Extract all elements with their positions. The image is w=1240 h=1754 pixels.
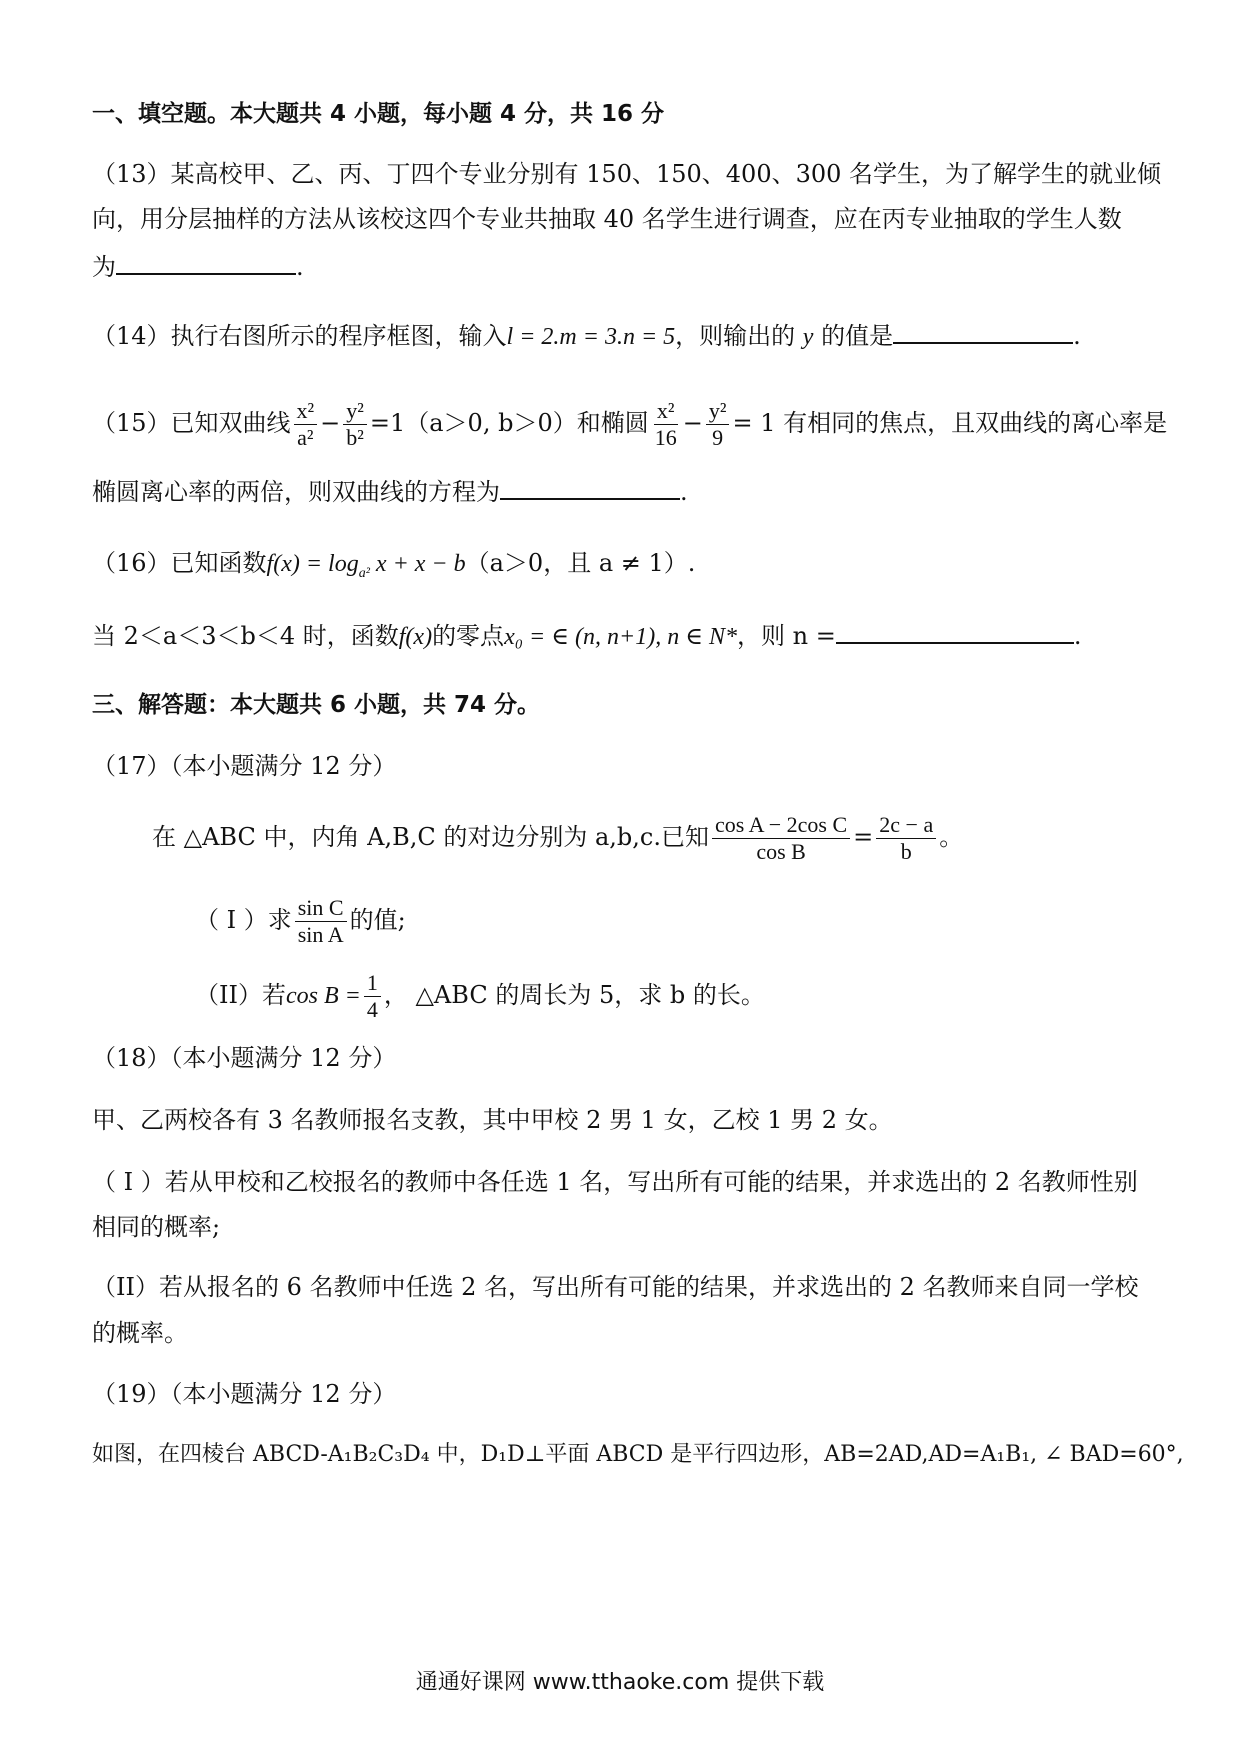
section-1-heading: 一、填空题。本大题共 4 小题，每小题 4 分，共 16 分 [92, 101, 665, 127]
q17-p1-pre: （ I ）求 [195, 906, 292, 934]
q13-line-3-text: 为 [92, 253, 116, 281]
q18-part-2b: 的概率。 [92, 1319, 188, 1347]
q17-title: （17）（本小题满分 12 分） [92, 752, 397, 780]
q16-l2-pre: 当 2＜a＜3＜b＜4 时，函数 [92, 622, 399, 650]
q15-pre: （15）已知双曲线 [92, 409, 291, 437]
q18-line-1: 甲、乙两校各有 3 名教师报名支教，其中甲校 2 男 1 女，乙校 1 男 2 女。 [92, 1106, 893, 1134]
q17-part-1 [195, 895, 1152, 948]
q17-p2-pre: （II）若 [195, 981, 286, 1009]
q14-answer-blank[interactable] [893, 316, 1073, 344]
q15-frac-2: $\frac{\text{y²}}{\text{b²}}$ [343, 398, 367, 451]
q18-part-1a: （ I ）若从甲校和乙校报名的教师中各任选 1 名，写出所有可能的结果，并求选出的 2 名教师性别 [92, 1168, 1138, 1196]
q15-frac-4: $\frac{\text{y²}}{9}$ [706, 398, 730, 451]
q17-p2-post: ， △ABC 的周长为 5，求 b 的长。 [383, 981, 765, 1009]
q16-answer-blank[interactable] [836, 616, 1074, 644]
q17-p1-post: 的值; [349, 906, 406, 934]
q16-l2-func: f(x) [398, 624, 433, 650]
q17-p1-frac: $\frac{\text{sin C}}{\text{sin A}}$ [295, 895, 347, 948]
q14-mid: ，则输出的 [675, 322, 796, 350]
q17-eq: = [853, 823, 874, 851]
q16-line-1 [92, 546, 1152, 591]
q16-cond: （a＞0，且 a ≠ 1）. [465, 549, 696, 577]
q18-title: （18）（本小题满分 12 分） [92, 1044, 397, 1072]
q17-part-2 [195, 970, 1152, 1023]
q13-answer-blank[interactable] [116, 247, 296, 275]
q15-line-1 [92, 398, 1168, 451]
section-3-heading: 三、解答题：本大题共 6 小题，共 74 分。 [92, 692, 541, 718]
q15-frac-3: $\frac{\text{x²}}{16}$ [654, 398, 677, 450]
q16-l2-post: ，则 n = [736, 622, 836, 650]
q17-p2-frac: $\frac{1}{4}$ [364, 970, 381, 1023]
q15-post: = 1 有相同的焦点，且双曲线的离心率是 [732, 409, 1168, 437]
q16-l2-zero: x₀ = ∈ (n, n+1), n ∈ N* [504, 624, 737, 650]
q16-rest: x + x − b [369, 551, 466, 577]
q13-line-2: 向，用分层抽样的方法从该校这四个专业共抽取 40 名学生进行调查，应在丙专业抽取的学生人数 [92, 205, 1122, 233]
q16-l2-mid: 的零点 [432, 622, 505, 650]
q13-line-3: 为 . [92, 247, 1152, 284]
q16-line-2: 当 2＜a＜3＜b＜4 时，函数f(x)的零点x₀ = ∈ (n, n+1), n ∈ N*，则 n = . [92, 616, 1152, 654]
q14-post: 的值是 [821, 322, 894, 350]
page-footer: 通通好课网 www.tthaoke.com 提供下载 [415, 1670, 825, 1695]
q18-part-1b: 相同的概率; [92, 1213, 221, 1241]
q18-part-2a: （II）若从报名的 6 名教师中任选 2 名，写出所有可能的结果，并求选出的 2 名教师来自同一学校 [92, 1273, 1139, 1301]
q14-input: l = 2.m = 3.n = 5 [506, 324, 676, 350]
q19-title: （19）（本小题满分 12 分） [92, 1380, 397, 1408]
q17-l1-pre: 在 △ABC 中，内角 A,B,C 的对边分别为 a,b,c.已知 [152, 823, 709, 851]
q15-minus-1: − [320, 409, 341, 437]
q14-pre: （14）执行右图所示的程序框图，输入 [92, 322, 507, 350]
q17-line-1 [152, 812, 1152, 865]
q14-line: （14）执行右图所示的程序框图，输入l = 2.m = 3.n = 5，则输出的 y 的值是 . [92, 316, 1152, 354]
q16-pre: （16）已知函数 [92, 549, 267, 577]
q13-line-1: （13）某高校甲、乙、丙、丁四个专业分别有 150、150、400、300 名学生，为了解学生的就业倾 [92, 160, 1162, 188]
q15-minus-2: − [682, 409, 703, 437]
q19-line-1: 如图，在四棱台 ABCD-A₁B₂C₃D₄ 中，D₁D⊥平面 ABCD 是平行四边形，AB=2AD,AD=A₁B₁, ∠ BAD=60°, [92, 1442, 1184, 1467]
q16-base: a² [358, 565, 370, 581]
q15-frac-1: $\frac{\text{x²}}{\text{a²}}$ [294, 398, 318, 451]
q15-answer-blank[interactable] [500, 472, 680, 500]
q17-frac-2: $\frac{2c - a}{b}$ [876, 812, 936, 865]
q15-cond: =1（a＞0, b＞0） [369, 409, 577, 437]
q17-l1-post: 。 [939, 823, 964, 851]
q16-func: f(x) = log [266, 551, 359, 577]
q15-line-2: 椭圆离心率的两倍，则双曲线的方程为 . [92, 472, 1152, 509]
q15-mid: 和椭圆 [576, 409, 649, 437]
q15-line-2-text: 椭圆离心率的两倍，则双曲线的方程为 [92, 478, 500, 506]
q17-frac-1: $\frac{\text{cos A − 2cos C}}{\text{cos B}}$ [712, 812, 850, 865]
q14-var: y [802, 324, 814, 350]
q17-p2-cos: cos B = [285, 983, 361, 1009]
